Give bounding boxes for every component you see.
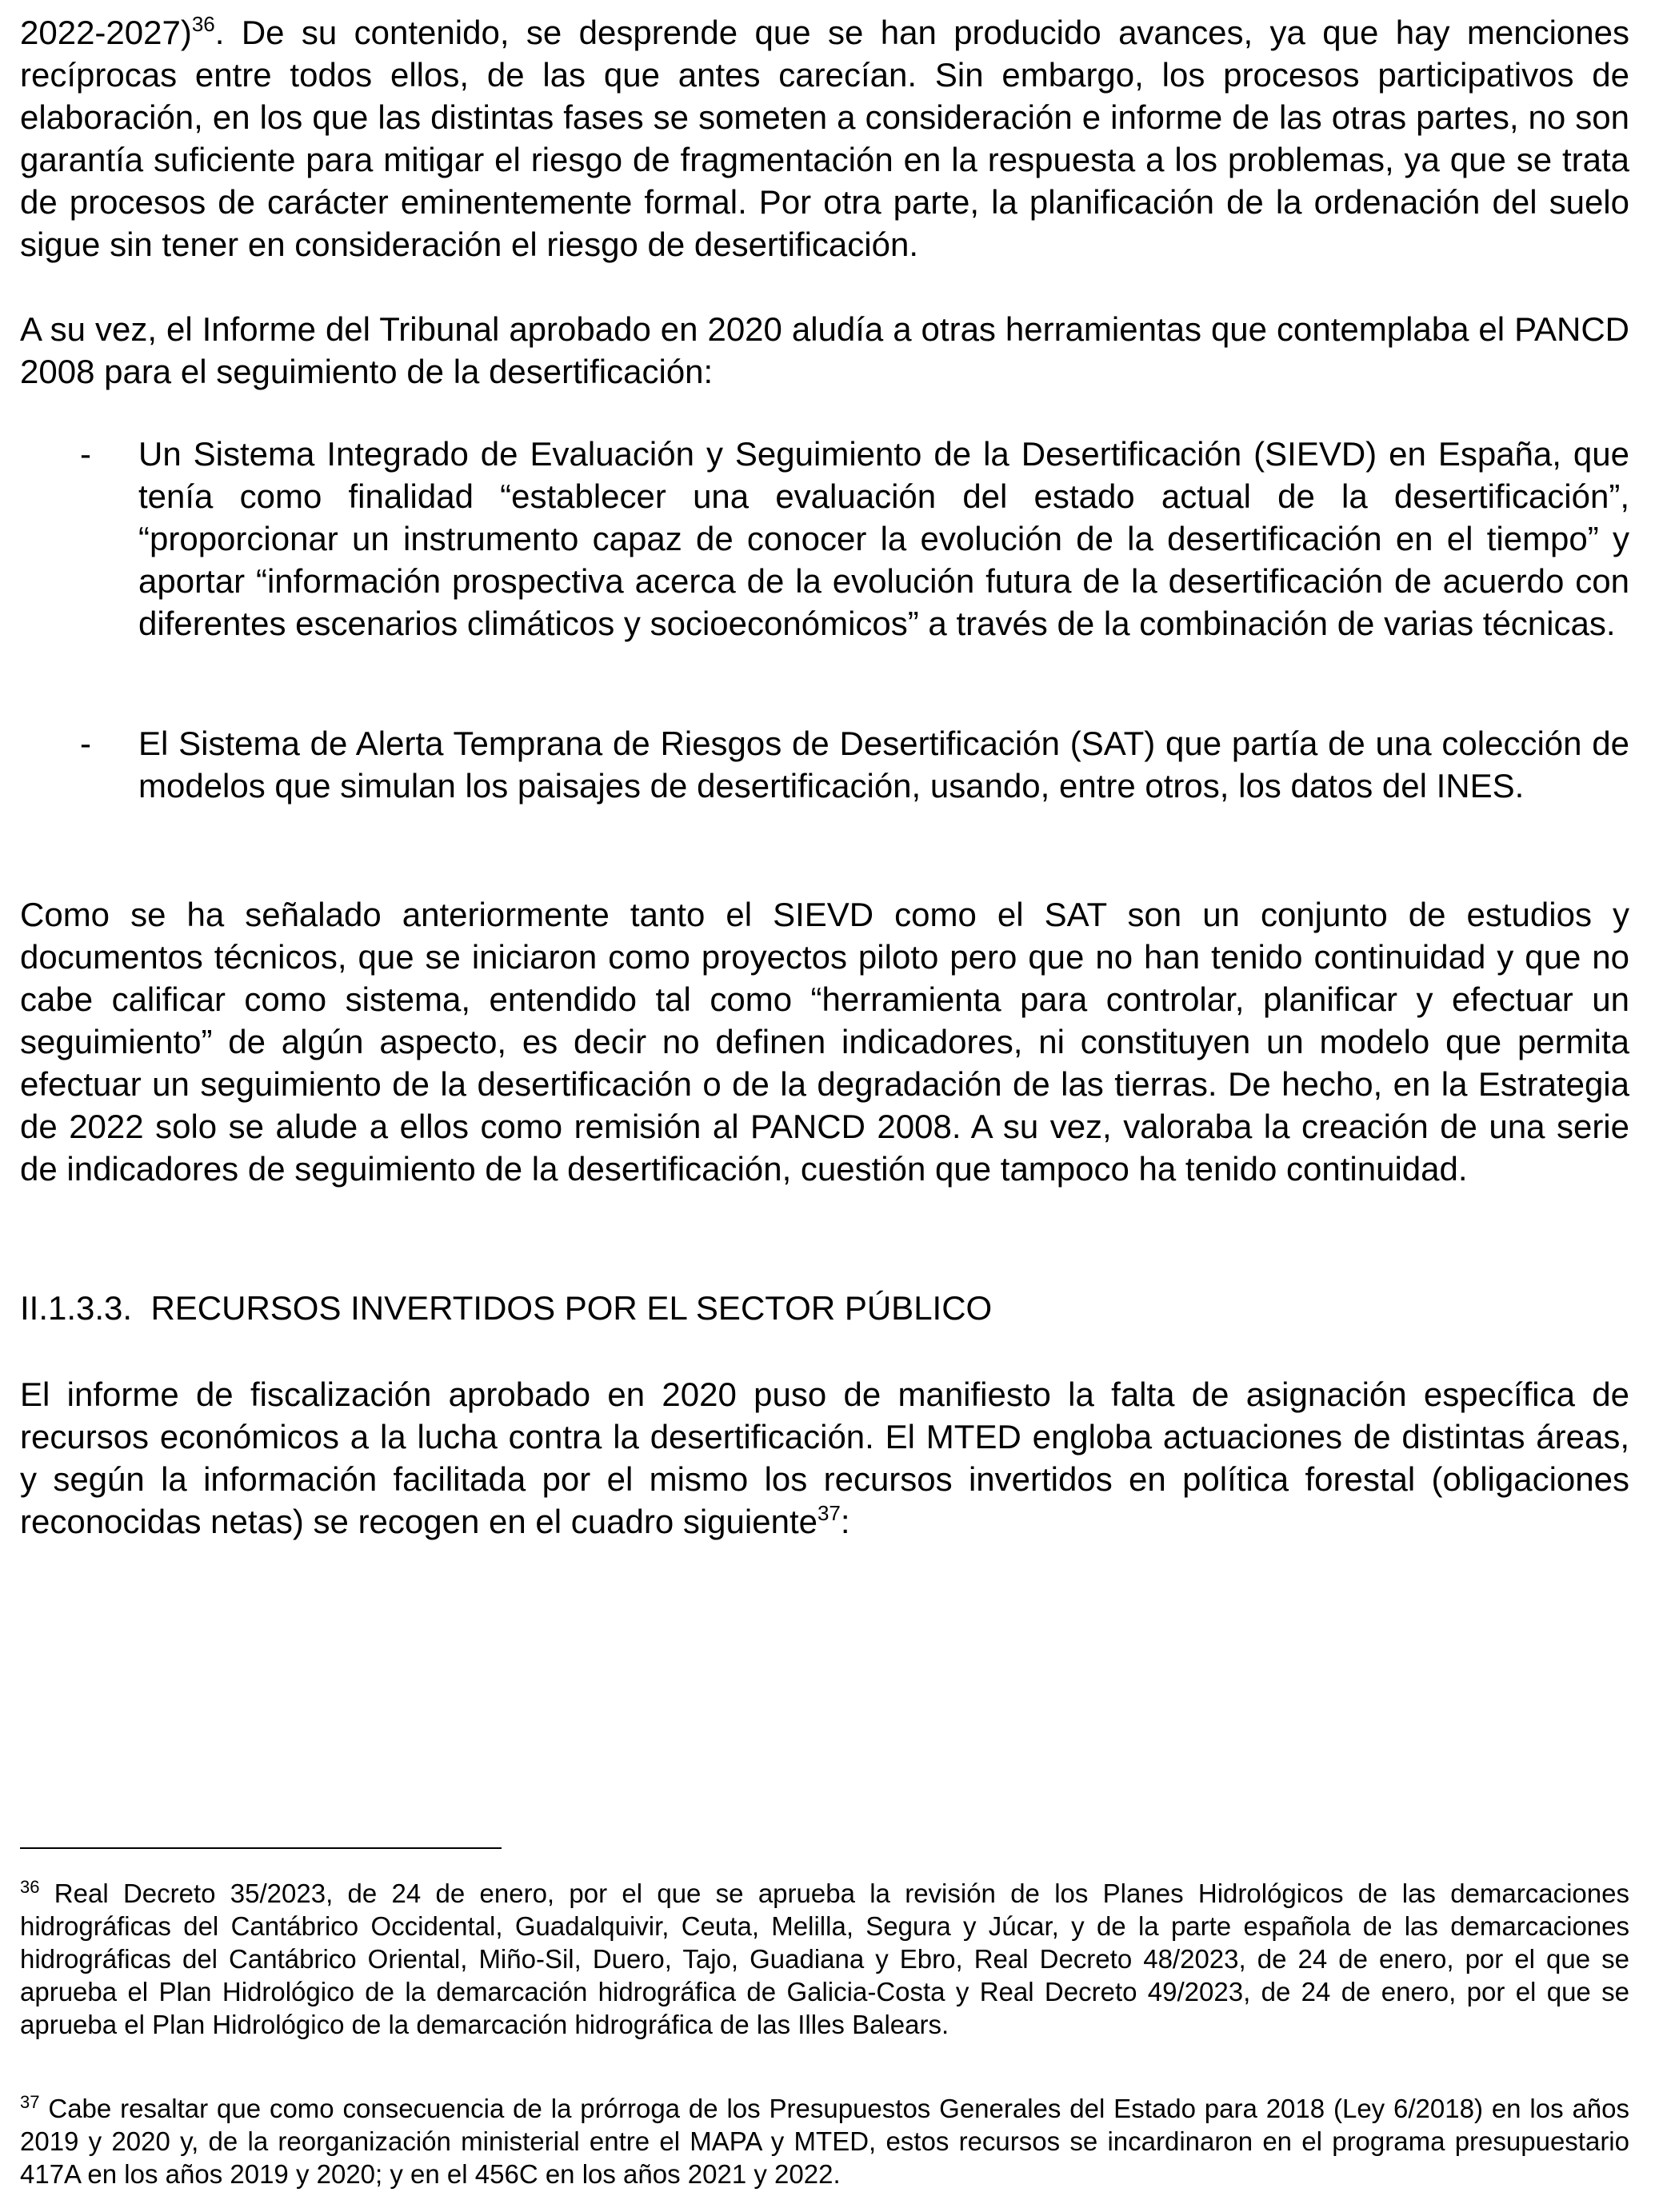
footnote-number: 37 <box>20 2092 40 2112</box>
footnote-reference-36[interactable]: 36 <box>191 12 215 36</box>
footnote-37 <box>20 2092 1629 2190</box>
footnote-reference-37[interactable]: 37 <box>817 1501 841 1525</box>
paragraph-tools-intro: A su vez, el Informe del Tribunal aprobado en 2020 aludía a otras herramientas que contemplaba el PANCD 2008 para el seguimiento de la desertificación: <box>20 310 1629 390</box>
footnote-text: Real Decreto 35/2023, de 24 de enero, por el que se aprueba la revisión de los Planes Hidrológicos de las demarcaciones hidrográficas del Cantábrico Occidental, Guadalquivir, Ceuta, Melilla, Segura y Júcar, y de la parte española de las demarcaciones hidrográficas del Cantábrico Oriental, Miño-Sil, Duero, Tajo, Guadiana y Ebro, Real Decreto 48/2023, de 24 de enero, por el que se aprueba el Plan Hidrológico de la demarcación hidrográfica de Galicia-Costa y Real Decreto 49/2023, de 24 de enero, por el que se aprueba el Plan Hidrológico de la demarcación hidrográfica de las Illes Balears. <box>20 1879 1629 2039</box>
footnote-text: Cabe resaltar que como consecuencia de la prórroga de los Presupuestos Generales del Estado para 2018 (Ley 6/2018) en los años 2019 y 2020 y, de la reorganización ministerial entre el MAPA y MTED, estos recursos se incardinaron en el programa presupuestario 417A en los años 2019 y 2020; y en el 456C en los años 2021 y 2022. <box>20 2094 1630 2189</box>
paragraph-text: . De su contenido, se desprende que se han producido avances, ya que hay menciones recíprocas entre todos ellos, de las que antes carecían. Sin embargo, los procesos participativos de elaboración, en los que las distintas fases se someten a consideración e informe de las otras partes, no son garantía suficiente para mitigar el riesgo de fragmentación en la respuesta a los problemas, ya que se trata de procesos de carácter eminentemente formal. Por otra parte, la planificación de la ordenación del suelo sigue sin tener en consideración el riesgo de desertificación. <box>20 14 1629 263</box>
section-heading <box>20 1287 992 1329</box>
list-item-text: El Sistema de Alerta Temprana de Riesgos de Desertificación (SAT) que partía de una colección de modelos que simulan los paisajes de desertificación, usando, entre otros, los datos del INES. <box>138 725 1629 805</box>
section-number: II.1.3.3. <box>20 1289 133 1327</box>
section-title: RECURSOS INVERTIDOS POR EL SECTOR PÚBLICO <box>150 1289 993 1327</box>
list-item-text: Un Sistema Integrado de Evaluación y Seguimiento de la Desertificación (SIEVD) en España, que tenía como finalidad “establecer una evaluación del estado actual de la desertificación”, “proporcionar un instrumento capaz de conocer la evolución de la desertificación en el tiempo” y aportar “información prospectiva acerca de la evolución futura de la desertificación de acuerdo con diferentes escenarios climáticos y socioeconómicos” a través de la combinación de varias técnicas. <box>138 435 1629 642</box>
footnote-separator <box>20 1847 502 1849</box>
list-bullet-marker: - <box>80 725 91 762</box>
list-bullet-marker: - <box>80 435 91 473</box>
paragraph-text: : <box>840 1503 850 1540</box>
footnote-number: 36 <box>20 1877 40 1897</box>
paragraph-text: El informe de fiscalización aprobado en 2020 puso de manifiesto la falta de asignación específica de recursos económicos a la lucha contra la desertificación. El MTED engloba actuaciones de distintas áreas, y según la información facilitada por el mismo los recursos invertidos en política forestal (obligaciones reconocidas netas) se recogen en el cuadro siguiente <box>20 1376 1629 1540</box>
footnote-36 <box>20 1877 1629 2041</box>
paragraph-sievd-sat-assessment: Como se ha señalado anteriormente tanto el SIEVD como el SAT son un conjunto de estudios y documentos técnicos, que se iniciaron como proyectos piloto pero que no han tenido continuidad y que no cabe calificar como sistema, entendido tal como “herramienta para controlar, planificar y efectuar un seguimiento” de algún aspecto, es decir no definen indicadores, ni constituyen un modelo que permita efectuar un seguimiento de la desertificación o de la degradación de las tierras. De hecho, en la Estrategia de 2022 solo se alude a ellos como remisión al PANCD 2008. A su vez, valoraba la creación de una serie de indicadores de seguimiento de la desertificación, cuestión que tampoco ha tenido continuidad. <box>20 896 1629 1188</box>
paragraph-text: 2022-2027) <box>20 14 192 51</box>
paragraph-planning-coordination <box>20 11 1629 266</box>
paragraph-resources <box>20 1373 1629 1543</box>
